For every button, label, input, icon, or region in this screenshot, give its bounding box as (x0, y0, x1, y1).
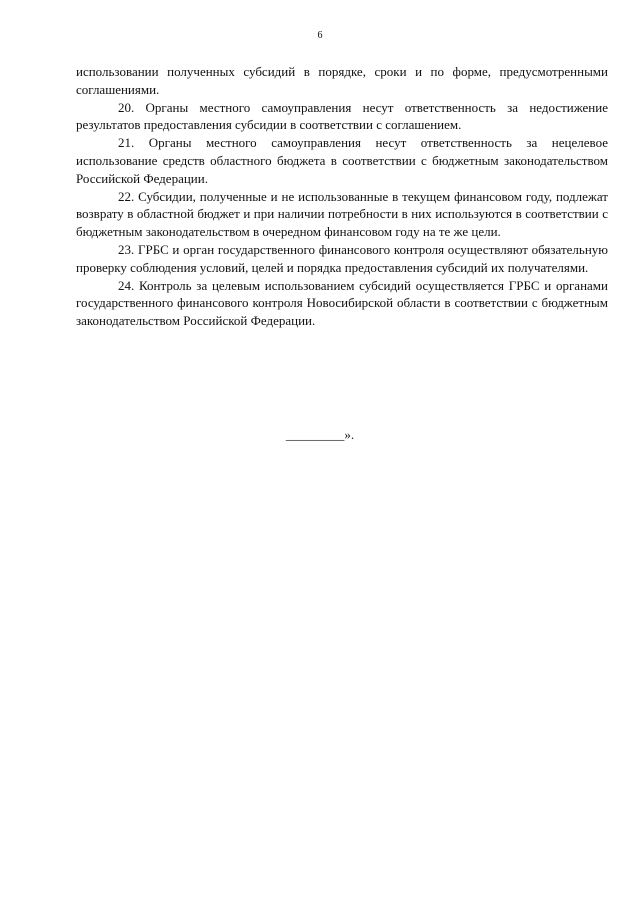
page-number: 6 (317, 30, 323, 41)
paragraph-23: 23. ГРБС и орган государственного финансового контроля осуществляют обязательную проверку соблюдения условий, целей и порядка предоставления субсидий их получателями. (76, 241, 608, 275)
paragraph-20: 20. Органы местного самоуправления несут ответственность за недостижение результатов предоставления субсидии в соответствии с соглашением. (76, 99, 608, 133)
paragraph-22: 22. Субсидии, полученные и не использованные в текущем финансовом году, подлежат возврату в областной бюджет и при наличии потребности в них используются в соответствии с бюджетным законодательством в очередном финансовом году на те же цели. (76, 188, 608, 240)
document-body (76, 63, 608, 330)
paragraph-21: 21. Органы местного самоуправления несут ответственность за нецелевое использование средств областного бюджета в соответствии с бюджетным законодательством Российской Федерации. (76, 135, 608, 186)
paragraph-24: 24. Контроль за целевым использованием субсидий осуществляется ГРБС и органами государственного финансового контроля Новосибирской области в соответствии с бюджетным законодательством Российской Федерации. (76, 277, 608, 329)
paragraph-continuation: использовании полученных субсидий в порядке, сроки и по форме, предусмотренными соглашениями. (76, 64, 608, 97)
closing-line: _________». (285, 427, 355, 442)
